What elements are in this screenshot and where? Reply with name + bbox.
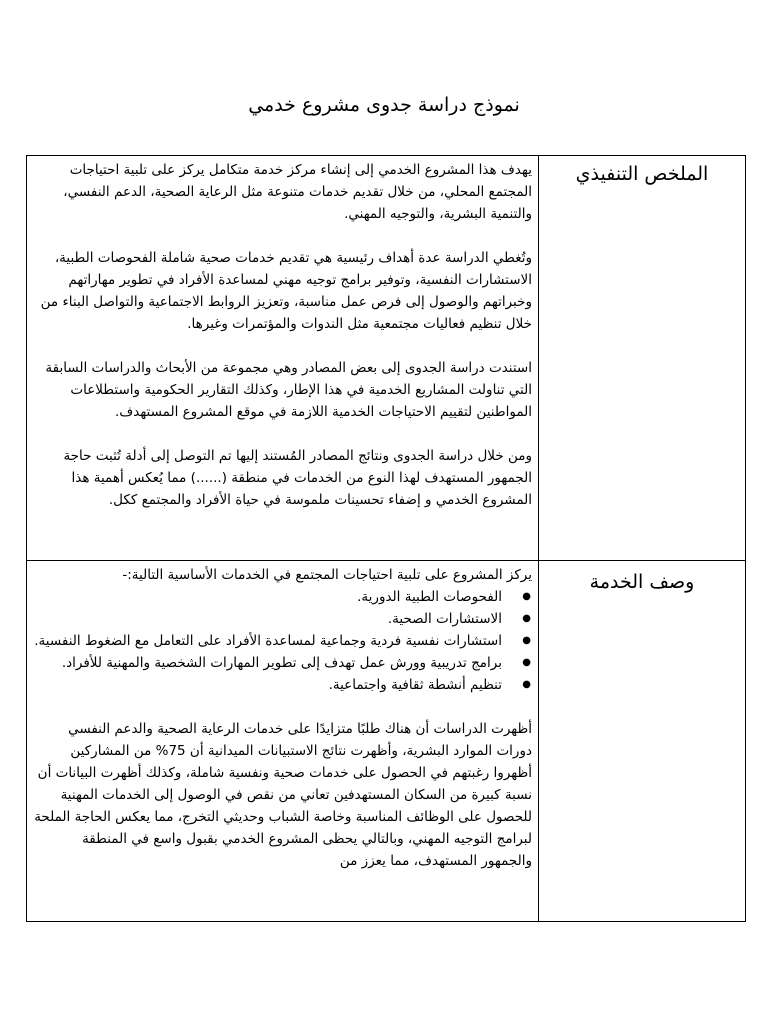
section-label-cell <box>539 156 746 561</box>
bullet-icon: ● <box>522 591 531 602</box>
paragraph: وتُغطي الدراسة عدة أهداف رئيسية هي تقديم خدمات صحية شاملة الفحوصات الطبية، الاستشارات النفسية، وتوفير برامج توجيه مهني لمساعدة الأفراد في تطوير مهاراتهم وخبراتهم والوصول إلى فرص عمل مناسبة، وتعزيز الروابط الاجتماعية والتواصل البناء من خلال تنظيم فعاليات مجتمعية مثل الندوات والمؤتمرات وغيرها. <box>40 250 532 332</box>
paragraph: يهدف هذا المشروع الخدمي إلى إنشاء مركز خدمة متكامل يركز على تلبية احتياجات المجتمع المحلي، من خلال تقديم خدمات متنوعة مثل الرعاية الصحية، الدعم النفسي، والتنمية البشرية، والتوجيه المهني. <box>63 162 532 222</box>
section-content-cell <box>27 561 539 922</box>
table-row <box>27 156 746 561</box>
list-item: ● الاستشارات الصحية. <box>31 608 532 630</box>
bullet-icon: ● <box>522 613 531 624</box>
list-item: ● تنظيم أنشطة ثقافية واجتماعية. <box>31 674 532 696</box>
bullet-icon: ● <box>522 657 531 668</box>
list-item: ● برامج تدريبية وورش عمل تهدف إلى تطوير المهارات الشخصية والمهنية للأفراد. <box>31 652 532 674</box>
list-item: ● الفحوصات الطبية الدورية. <box>31 586 532 608</box>
section-label-cell <box>539 561 746 922</box>
table-row <box>27 561 746 922</box>
bullet-icon: ● <box>522 635 531 646</box>
intro-text: يركز المشروع على تلبية احتياجات المجتمع في الخدمات الأساسية التالية:- <box>122 567 532 583</box>
page-title: نموذج دراسة جدوى مشروع خدمي <box>248 94 520 116</box>
feasibility-table <box>26 155 746 922</box>
bullet-icon: ● <box>522 679 531 690</box>
paragraph: أظهرت الدراسات أن هناك طلبًا متزايدًا على خدمات الرعاية الصحية والدعم النفسي دورات الموارد البشرية، وأظهرت نتائج الاستبيانات الميدانية أن 75% من المشاركين أظهروا رغبتهم في الحصول على خدمات صحية ونفسية شاملة، وكذلك أظهرت البيانات أن نسبة كبيرة من السكان المستهدفين تعاني من نقص في الوصول إلى الخدمات المهنية للحصول على الوظائف المناسبة وخاصة الشباب وحديثي التخرج، مما يعكس الحاجة الملحة لبرامج التوجيه المهني، وبالتالي يحظى المشروع الخدمي بقبول واسع في المنطقة والجمهور المستهدف، مما يعزز من <box>34 721 532 869</box>
list-item: ● استشارات نفسية فردية وجماعية لمساعدة الأفراد على التعامل مع الضغوط النفسية. <box>31 630 532 652</box>
section-content-cell <box>27 156 539 561</box>
services-list <box>31 586 532 696</box>
section-label-executive-summary: الملخص التنفيذي <box>575 163 709 185</box>
section-label-service-description: وصف الخدمة <box>589 571 695 593</box>
paragraph: استندت دراسة الجدوى إلى بعض المصادر وهي مجموعة من الأبحاث والدراسات السابقة التي تناولت المشاريع الخدمية في هذا الإطار، وكذلك التقارير الحكومية واستطلاعات المواطنين لتقييم الاحتياجات الخدمية اللازمة في موقع المشروع المستهدف. <box>45 360 532 420</box>
paragraph: ومن خلال دراسة الجدوى ونتائج المصادر المُستند إليها تم التوصل إلى أدلة تُثبت حاجة الجمهور المستهدف لهذا النوع من الخدمات في منطقة (......) مما يُعكس أهمية هذا المشروع الخدمي و إضفاء تحسينات ملموسة في حياة الأفراد والمجتمع ككل. <box>63 448 532 508</box>
